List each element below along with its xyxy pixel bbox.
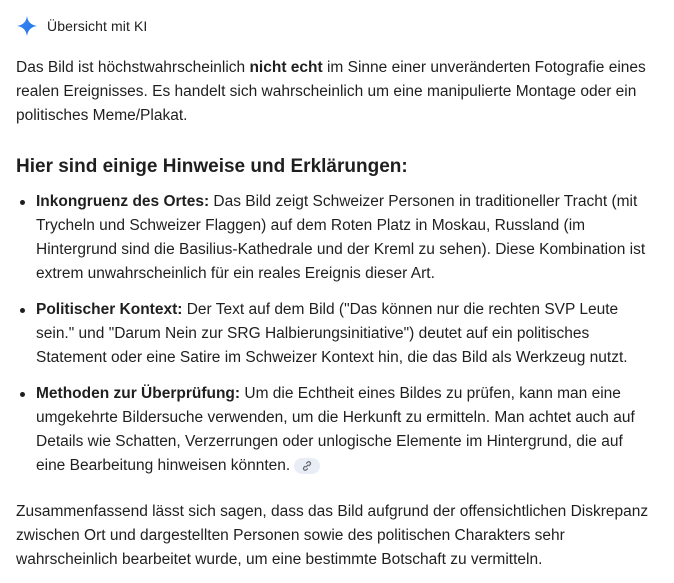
list-item-text: Um die Echtheit eines Bildes zu prüfen, kann man eine umgekehrte Bildersuche verwenden, um die Herkunft zu ermitteln. Man achtet auch auf Details wie Schatten, Verzerrungen oder unlogische Elemente im Hintergrund, die auf eine Bearbeitung hinweisen könnten.	[36, 385, 635, 474]
list-item-title: Methoden zur Überprüfung:	[36, 385, 241, 402]
list-item-title: Politischer Kontext:	[36, 301, 183, 318]
list-item	[16, 298, 656, 370]
list-item	[16, 190, 656, 286]
list-item-title: Inkongruenz des Ortes:	[36, 193, 210, 210]
summary-paragraph: Zusammenfassend lässt sich sagen, dass das Bild aufgrund der offensichtlichen Diskrepanz zwischen Ort und dargestellten Personen sowie des politischen Charakters sehr wahrscheinlich bearbeitet wurde, um eine bestimmte Botschaft zu vermitteln.	[16, 503, 649, 568]
source-link-button[interactable]	[294, 458, 320, 474]
ai-overview-title: Übersicht mit KI	[47, 18, 148, 34]
intro-paragraph	[16, 56, 656, 128]
ai-overview-header	[16, 14, 147, 38]
intro-text-start: Das Bild ist höchstwahrscheinlich	[16, 59, 250, 76]
list-item-text: Der Text auf dem Bild ("Das können nur die rechten SVP Leute sein." und "Darum Nein zur SRG Halbierungsinitiative") deutet auf ein politisches Statement oder eine Satire im Schweizer Kontext hin, die das Bild als Werkzeug nutzt.	[36, 301, 628, 366]
list-item-text: Das Bild zeigt Schweizer Personen in traditioneller Tracht (mit Trycheln und Schweizer Flaggen) auf dem Roten Platz in Moskau, Russland (im Hintergrund sind die Basilius-Kathedrale und der Kreml zu sehen). Diese Kombination ist extrem unwahrscheinlich für ein reales Ereignis dieser Art.	[36, 193, 646, 282]
intro-text-end: im Sinne einer unveränderten Fotografie eines realen Ereignisses. Es handelt sich wahrscheinlich um eine manipulierte Montage oder ein politisches Meme/Plakat.	[16, 59, 646, 124]
link-icon	[301, 460, 313, 472]
ai-overview-content	[16, 56, 656, 572]
list-item	[16, 382, 656, 478]
intro-emphasis: nicht echt	[249, 59, 323, 76]
hints-list	[16, 190, 656, 478]
gemini-sparkle-icon	[16, 15, 38, 37]
section-heading: Hier sind einige Hinweise und Erklärungen:	[16, 156, 408, 177]
